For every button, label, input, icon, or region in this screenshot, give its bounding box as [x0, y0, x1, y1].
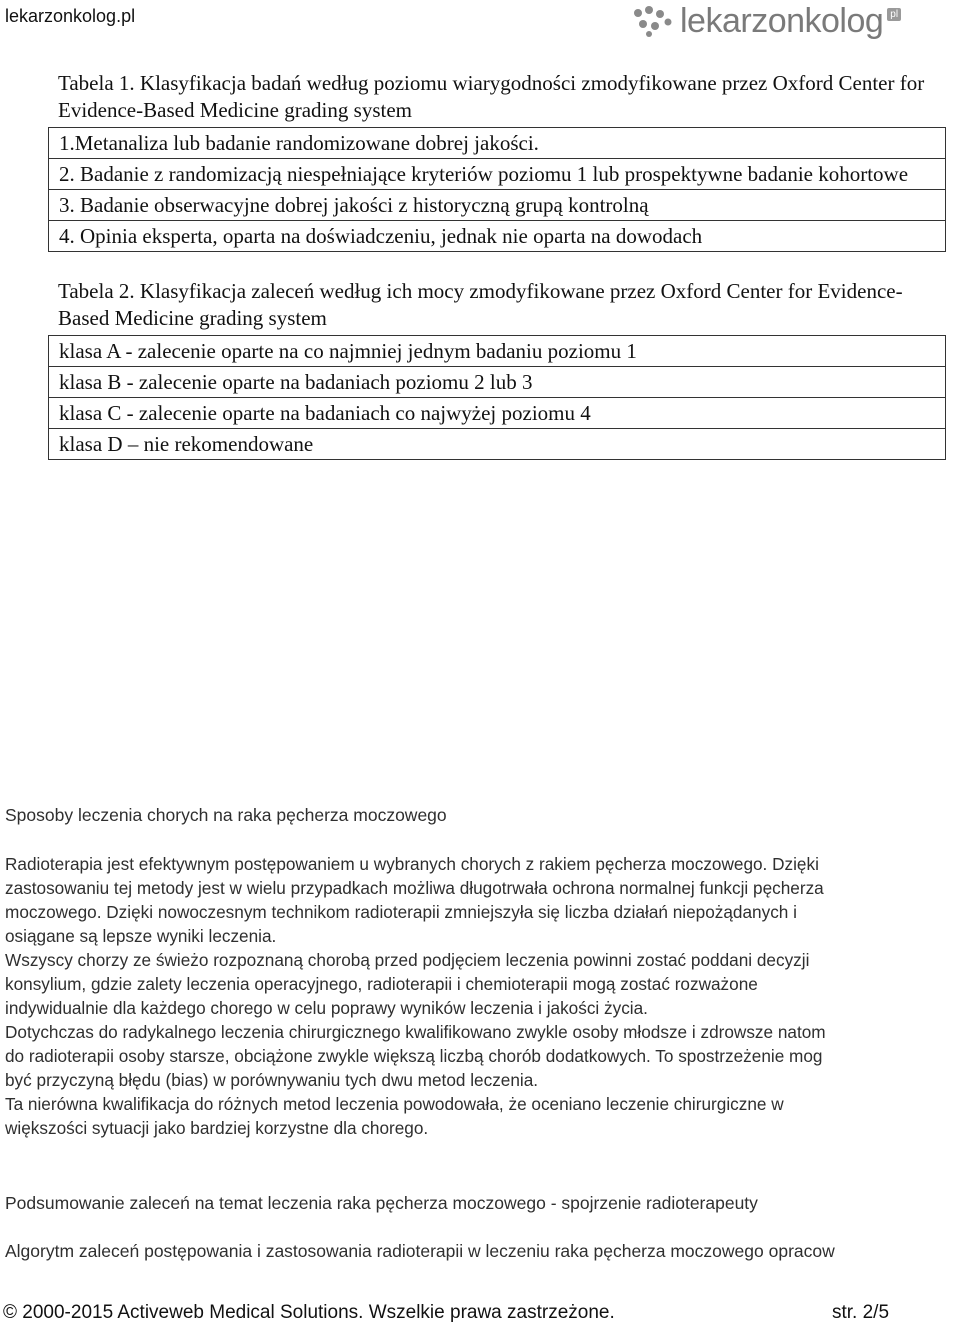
body-line: Wszyscy chorzy ze świeżo rozpoznaną chorobą przed podjęciem leczenia powinni zostać poddani decyzji [5, 950, 810, 970]
copyright: © 2000-2015 Activeweb Medical Solutions. Wszelkie prawa zastrzeżone. [3, 1302, 615, 1323]
algorithm-heading[interactable]: Algorytm zaleceń postępowania i zastosowania radioterapii w leczeniu raka pęcherza moczowego opracow [5, 1241, 835, 1261]
section-body [5, 852, 960, 1140]
body-line: większości sytuacji jako bardziej korzystne dla chorego. [5, 1118, 429, 1138]
scanned-tables [48, 70, 946, 460]
table2-caption: Tabela 2. Klasyfikacja zaleceń według ich mocy zmodyfikowane przez Oxford Center for Evidence-Based Medicine grading system [58, 279, 903, 330]
site-logo[interactable] [632, 0, 901, 42]
body-line: indywidualnie dla każdego chorego w celu poprawy wyników leczenia i jakości życia. [5, 998, 648, 1018]
logo-text: lekarzonkolog [680, 1, 884, 40]
table1-row: 2. Badanie z randomizacją niespełniające kryteriów poziomu 1 lub prospektywne badanie kohortowe [49, 159, 945, 190]
page-number: str. 2/5 [832, 1302, 890, 1323]
body-line: osiągane są lepsze wyniki leczenia. [5, 926, 277, 946]
table2-row: klasa C - zalecenie oparte na badaniach co najwyżej poziomu 4 [49, 398, 945, 429]
body-line: zastosowaniu tej metody jest w wielu przypadkach możliwa długotrwała ochrona normalnej funkcji pęcherza [5, 878, 824, 898]
table1-row: 4. Opinia eksperta, oparta na doświadczeniu, jednak nie oparta na dowodach [59, 224, 703, 248]
table2-row: klasa D – nie rekomendowane [59, 432, 314, 456]
body-line: do radioterapii osoby starsze, obciążone zwykle większą liczbą chorób dodatkowych. To spostrzeżenie mog [5, 1046, 823, 1066]
table2 [48, 335, 946, 460]
body-line: moczowego. Dzięki nowoczesnym technikom radioterapii zmniejszyła się liczba działań niepożądanych i [5, 902, 797, 922]
table2-row: klasa B - zalecenie oparte na badaniach poziomu 2 lub 3 [49, 367, 945, 398]
table1-caption: Tabela 1. Klasyfikacja badań według poziomu wiarygodności zmodyfikowane przez Oxford Center for Evidence-Based Medicine grading system [58, 71, 925, 122]
section-title: Sposoby leczenia chorych na raka pęcherza moczowego [5, 805, 447, 825]
body-line: być przyczyną błędu (bias) w porównywaniu tych dwu metod leczenia. [5, 1070, 539, 1090]
body-line: konsylium, gdzie zalety leczenia operacyjnego, radioterapii i chemioterapii mogą zostać rozważone [5, 974, 758, 994]
table1-row: 3. Badanie obserwacyjne dobrej jakości z historyczną grupą kontrolną [49, 190, 945, 221]
table1 [48, 127, 946, 252]
body-line: Dotychczas do radykalnego leczenia chirurgicznego kwalifikowano zwykle osoby młodsze i zdrowsze natom [5, 1022, 826, 1042]
footer [0, 1300, 960, 1326]
logo-badge: pl [887, 8, 901, 21]
logo-dots-icon [632, 4, 678, 38]
table1-row: 1.Metanaliza lub badanie randomizowane dobrej jakości. [49, 128, 945, 159]
summary-heading[interactable]: Podsumowanie zaleceń na temat leczenia raka pęcherza moczowego - spojrzenie radioterapeuty [5, 1193, 758, 1213]
body-line: Ta nierówna kwalifikacja do różnych metod leczenia powodowała, że oceniano leczenie chirurgiczne w [5, 1094, 784, 1114]
body-line: Radioterapia jest efektywnym postępowaniem u wybranych chorych z rakiem pęcherza moczowego. Dzięki [5, 854, 819, 874]
table2-row: klasa A - zalecenie oparte na co najmniej jednym badaniu poziomu 1 [49, 336, 945, 367]
site-url[interactable]: lekarzonkolog.pl [5, 6, 136, 26]
